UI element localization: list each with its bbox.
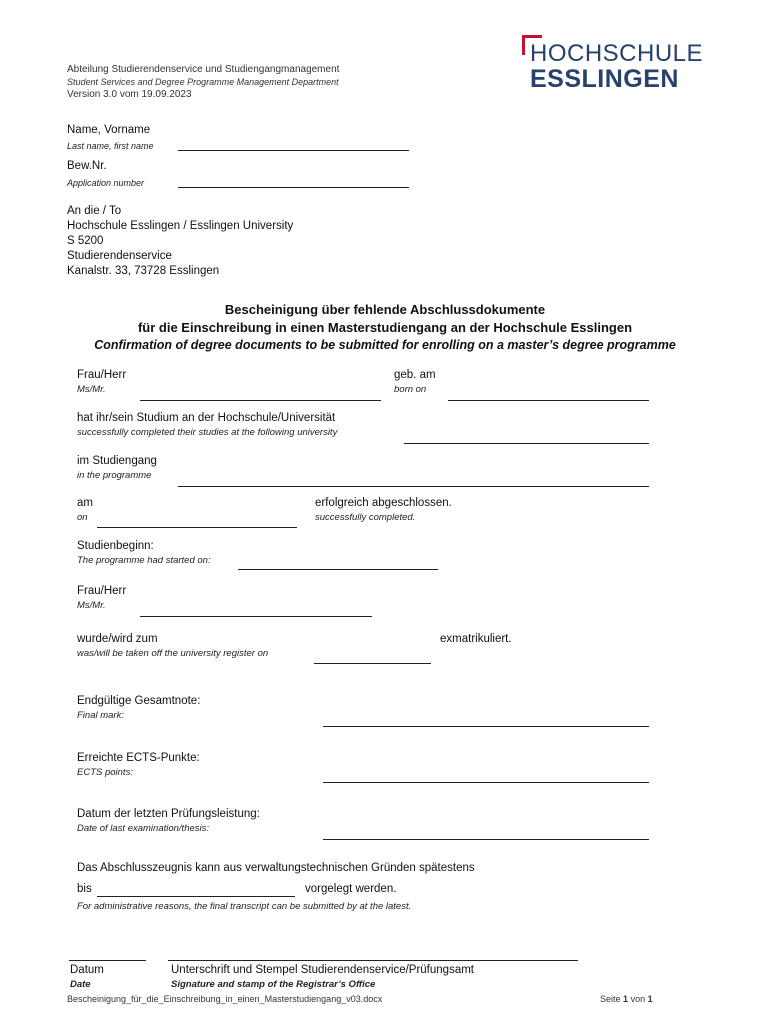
name-label: Name, Vorname	[67, 124, 151, 136]
page-number	[600, 994, 653, 1004]
logo-line1: HOCHSCHULE	[530, 40, 704, 67]
deadline-field[interactable]	[97, 896, 295, 897]
footer-filename: Bescheinigung_für_die_Einschreibung_in_einen_Masterstudiengang_v03.docx	[67, 994, 383, 1004]
frau-herr-label: Frau/Herr	[77, 369, 127, 381]
frau-herr-label-2-en: Ms/Mr.	[77, 600, 106, 611]
birth-date-label: geb. am	[394, 369, 436, 381]
application-number-label-en: Application number	[67, 178, 145, 188]
person-name-field[interactable]	[140, 400, 381, 401]
page-current: 1	[623, 994, 629, 1004]
date-label: Datum	[70, 964, 104, 976]
deregistration-label: wurde/wird zum	[77, 633, 158, 645]
application-number-field[interactable]	[178, 187, 409, 188]
programme-field[interactable]	[178, 486, 649, 487]
address-line: S 5200	[67, 235, 104, 247]
university-label-en: successfully completed their studies at the following university	[77, 427, 338, 438]
page-mid: von	[630, 994, 646, 1004]
date-label-en: Date	[70, 979, 91, 990]
submitted-label: vorgelegt werden.	[305, 883, 397, 895]
page-prefix: Seite	[600, 994, 621, 1004]
ects-label: Erreichte ECTS-Punkte:	[77, 752, 200, 764]
admin-note-en: For administrative reasons, the final transcript can be submitted by at the latest.	[77, 901, 412, 912]
name-label-en: Last name, first name	[67, 141, 154, 151]
university-field[interactable]	[404, 443, 649, 444]
signature-label: Unterschrift und Stempel Studierendenservice/Prüfungsamt	[171, 964, 474, 976]
document-title: Bescheinigung über fehlende Abschlussdokumente	[224, 302, 546, 317]
ects-label-en: ECTS points:	[77, 767, 133, 778]
address-line: Studierendenservice	[67, 250, 172, 262]
programme-start-field[interactable]	[238, 569, 438, 570]
deadline-label: bis	[77, 883, 92, 895]
address-line: Kanalstr. 33, 73728 Esslingen	[67, 265, 220, 277]
completion-date-label-en: on	[77, 512, 88, 523]
university-label: hat ihr/sein Studium an der Hochschule/Universität	[77, 412, 336, 424]
final-mark-field[interactable]	[323, 726, 649, 727]
completion-date-field[interactable]	[97, 527, 297, 528]
deregistration-label-en: was/will be taken off the university register on	[77, 648, 269, 659]
department-en: Student Services and Degree Programme Management Department	[67, 77, 339, 87]
completed-label: erfolgreich abgeschlossen.	[315, 497, 452, 509]
last-exam-label: Datum der letzten Prüfungsleistung:	[77, 808, 260, 820]
signature-stamp-field[interactable]	[168, 960, 578, 961]
address-line: Hochschule Esslingen / Esslingen University	[67, 220, 294, 232]
application-number-label: Bew.Nr.	[67, 160, 107, 172]
exmatriculated-label: exmatrikuliert.	[440, 633, 512, 645]
programme-label-en: in the programme	[77, 470, 152, 481]
name-field[interactable]	[178, 150, 409, 151]
version-text: Version 3.0 vom 19.09.2023	[67, 89, 192, 100]
page-total: 1	[647, 994, 653, 1004]
final-mark-label: Endgültige Gesamtnote:	[77, 695, 201, 707]
signature-label-en: Signature and stamp of the Registrar’s Office	[171, 979, 376, 990]
ects-field[interactable]	[323, 782, 649, 783]
programme-label: im Studiengang	[77, 455, 157, 467]
birth-date-label-en: born on	[394, 384, 427, 395]
last-exam-field[interactable]	[323, 839, 649, 840]
completion-date-label: am	[77, 497, 93, 509]
frau-herr-label-en: Ms/Mr.	[77, 384, 106, 395]
deregistration-date-field[interactable]	[314, 663, 431, 664]
frau-herr-label-2: Frau/Herr	[77, 585, 127, 597]
programme-start-label-en: The programme had started on:	[77, 555, 211, 566]
person-name-field-2[interactable]	[140, 616, 372, 617]
department-de: Abteilung Studierendenservice und Studiengangmanagement	[67, 64, 340, 75]
document-title-line2: für die Einschreibung in einen Masterstudiengang an der Hochschule Esslingen	[137, 320, 633, 335]
last-exam-label-en: Date of last examination/thesis:	[77, 823, 210, 834]
final-mark-label-en: Final mark:	[77, 710, 124, 721]
document-title-en: Confirmation of degree documents to be submitted for enrolling on a master’s degree programme	[94, 338, 676, 352]
address-line: An die / To	[67, 205, 122, 217]
transcript-note: Das Abschlusszeugnis kann aus verwaltungstechnischen Gründen spätestens	[77, 862, 475, 874]
date-signature-field[interactable]	[69, 960, 146, 961]
completed-label-en: successfully completed.	[315, 512, 416, 523]
programme-start-label: Studienbeginn:	[77, 540, 154, 552]
logo-line2: ESSLINGEN	[530, 65, 679, 93]
birth-date-field[interactable]	[448, 400, 649, 401]
